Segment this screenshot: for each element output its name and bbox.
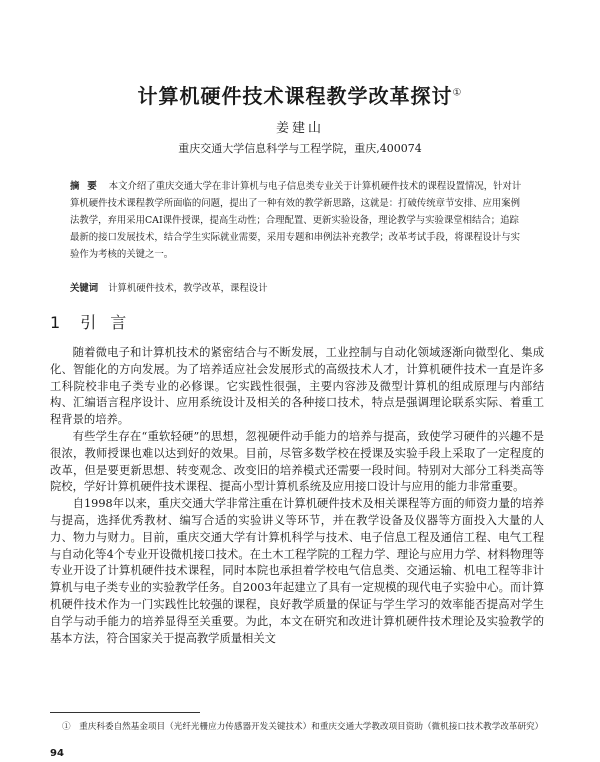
paragraph: 随着微电子和计算机技术的紧密结合与不断发展，工业控制与自动化领域逐渐向微型化、集成化、智能化的方向发展。为了培养适应社会发展形式的高级技术人才，计算机硬件技术一直是许多工科院校非电子类专业的必修课。它实践性很强，主要内容涉及微型计算机的组成原理与内部结构、汇编语言程序设计、应用系统设计及相关的各种接口技术，特点是强调理论联系实际、着重工程背景的培养。: [50, 346, 544, 427]
section-number: 1: [50, 313, 61, 332]
author-name: 姜建山: [275, 121, 324, 136]
keywords-text: 计算机硬件技术，教学改革，课程设计: [108, 283, 268, 294]
section-title: 引言: [80, 313, 141, 332]
keywords-label: 关键词: [70, 283, 99, 294]
abstract: [70, 178, 522, 263]
abstract-label: 摘要: [70, 181, 105, 192]
keywords: [70, 280, 522, 294]
footnote-divider: [50, 712, 200, 713]
paragraph: 自1998年以来，重庆交通大学非常注重在计算机硬件技术及相关课程等方面的师资力量的培养与提高，选择优秀教材、编写合适的实验讲义等环节，并在教学设备及仪器等方面投入大量的人力、物力与财力。目前，重庆交通大学有计算机科学与技术、电子信息工程及通信工程、电气工程与自动化等4个专业开设微机接口技术。在土木工程学院的工程力学、理论与应用力学、材料物理等专业开设了计算机硬件技术课程，同时本院也承担着学校电气信息类、交通运输、机电工程等非计算机与电子类专业的实验教学任务。自2003年起建立了具有一定规模的现代电子实验中心。而计算机硬件技术作为一门实践性比较强的课程，良好教学质量的保证与学生学习的效率能否提高对学生自学与动手能力的培养显得至关重要。为此，本文在研究和改进计算机硬件技术理论及实验教学的基本方法，符合国家关于提高教学质量相关文: [50, 497, 544, 645]
page-number: 94: [50, 748, 64, 759]
abstract-text: 本文介绍了重庆交通大学在非计算机与电子信息类专业关于计算机硬件技术的课程设置情况，针对计算机硬件技术课程教学所面临的问题，提出了一种有效的教学新思路，这就是：打破传统章节安排、应用案例法教学，弃用采用CAI课件授课，提高生动性；合理配置、更新实验设备，理论教学与实验课堂相结合；追踪最新的接口发展技术，结合学生实际就业需要，采用专题和串例法补充教学；改革考试手段，将课程设计与实验作为考核的关键之一。: [70, 181, 522, 260]
paper-title: 计算机硬件技术课程教学改革探讨①: [137, 84, 463, 108]
title-footnote-marker: ①: [452, 87, 463, 99]
footnote: ① 重庆科委自然基金项目（光纤光栅应力传感器开发关键技术）和重庆交通大学教改项目资助（微机接口技术教学改革研究）: [62, 722, 544, 732]
body-text: [50, 345, 544, 647]
section-heading: [50, 310, 140, 333]
paragraph: 有些学生存在“重软轻硬”的思想，忽视硬件动手能力的培养与提高，致使学习硬件的兴趣不是很浓，教师授课也难以达到好的效果。目前，尽管多数学校在授课及实验手段上采取了一定程度的改革，但是要更新思想、转变观念、改变旧的培养模式还需要一段时间。特别对大部分工科类高等院校，学好计算机硬件技术课程、提高小型计算机系统及应用接口设计与应用的能力非常重要。: [50, 429, 544, 494]
author-affiliation: 重庆交通大学信息科学与工程学院，重庆,400074: [178, 142, 422, 155]
